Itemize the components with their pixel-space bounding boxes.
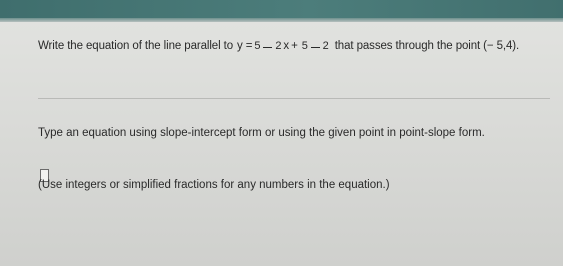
fraction-bar [263, 47, 272, 48]
question-suffix: that passes through the point [334, 40, 481, 52]
section-divider [38, 98, 550, 99]
variable-x: x [283, 40, 290, 52]
question-panel [0, 22, 563, 266]
plus-sign: + [291, 40, 298, 52]
slope-numerator: 5 [254, 40, 261, 52]
slope-fraction [254, 40, 281, 52]
question-text [38, 40, 519, 52]
instruction-text: Type an equation using slope-intercept form or using the given point in point-slope form. [38, 127, 485, 139]
given-point: (− 5,4). [483, 40, 520, 52]
top-bar [0, 0, 563, 20]
equation-y: y = [237, 40, 253, 52]
hint-text: (Use integers or simplified fractions for any numbers in the equation.) [38, 179, 390, 191]
intercept-fraction [302, 40, 329, 52]
intercept-denominator: 2 [322, 40, 329, 52]
question-prefix: Write the equation of the line parallel to [38, 40, 234, 52]
fraction-bar [311, 47, 320, 48]
slope-denominator: 2 [275, 40, 282, 52]
intercept-numerator: 5 [301, 40, 308, 52]
